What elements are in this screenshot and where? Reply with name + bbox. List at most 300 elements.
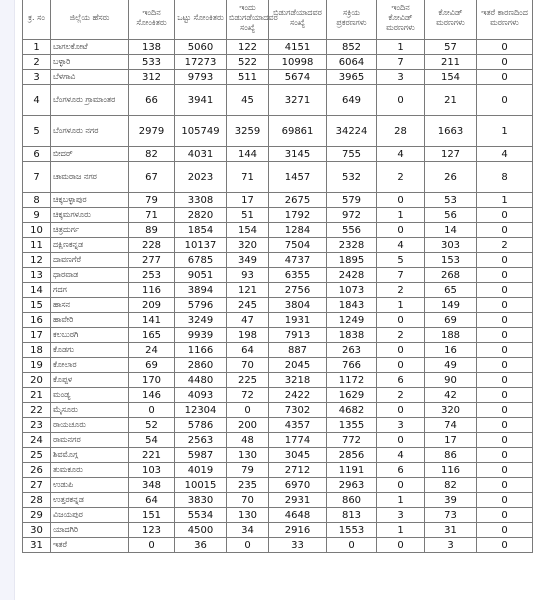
- cell-today-infected: 141: [129, 313, 175, 328]
- cell-active: 1895: [327, 253, 377, 268]
- cell-today-infected: 79: [129, 193, 175, 208]
- cell-today-discharged: 51: [227, 208, 269, 223]
- cell-active: 3965: [327, 70, 377, 85]
- cell-today-deaths: 7: [377, 55, 425, 70]
- cell-today-infected: 123: [129, 523, 175, 538]
- cell-today-discharged: 79: [227, 463, 269, 478]
- cell-total-infected: 4500: [175, 523, 227, 538]
- cell-today-discharged: 70: [227, 358, 269, 373]
- cell-active: 1191: [327, 463, 377, 478]
- cell-total-infected: 9051: [175, 268, 227, 283]
- cell-today-infected: 170: [129, 373, 175, 388]
- cell-total-discharged: 69861: [269, 116, 327, 147]
- cell-today-infected: 277: [129, 253, 175, 268]
- cell-today-infected: 116: [129, 283, 175, 298]
- table-row: [23, 358, 533, 373]
- cell-today-deaths: 0: [377, 538, 425, 553]
- cell-district: ಯಾದಗಿರಿ: [51, 523, 129, 538]
- cell-today-infected: 165: [129, 328, 175, 343]
- cell-today-deaths: 7: [377, 268, 425, 283]
- cell-total-discharged: 3045: [269, 448, 327, 463]
- cell-total-deaths: 211: [425, 55, 477, 70]
- cell-other-deaths: 0: [477, 358, 533, 373]
- cell-today-discharged: 198: [227, 328, 269, 343]
- cell-sl: 7: [23, 162, 51, 193]
- cell-active: 2328: [327, 238, 377, 253]
- cell-total-infected: 10137: [175, 238, 227, 253]
- cell-today-discharged: 121: [227, 283, 269, 298]
- cell-total-deaths: 26: [425, 162, 477, 193]
- cell-today-discharged: 200: [227, 418, 269, 433]
- cell-today-discharged: 3259: [227, 116, 269, 147]
- cell-total-deaths: 73: [425, 508, 477, 523]
- cell-today-infected: 103: [129, 463, 175, 478]
- cell-other-deaths: 2: [477, 238, 533, 253]
- cell-total-infected: 105749: [175, 116, 227, 147]
- cell-sl: 10: [23, 223, 51, 238]
- cell-sl: 6: [23, 147, 51, 162]
- cell-total-deaths: 21: [425, 85, 477, 116]
- cell-district: ಕಲಬುರಗಿ: [51, 328, 129, 343]
- cell-today-deaths: 6: [377, 463, 425, 478]
- table-row: [23, 40, 533, 55]
- cell-other-deaths: 0: [477, 418, 533, 433]
- cell-sl: 22: [23, 403, 51, 418]
- cell-other-deaths: 0: [477, 208, 533, 223]
- header-today-discharged: ಇಂದು ಬಿಡುಗಡೆಯಾದವರ ಸಂಖ್ಯೆ: [227, 0, 269, 40]
- cell-total-discharged: 1284: [269, 223, 327, 238]
- cell-total-infected: 4480: [175, 373, 227, 388]
- cell-district: ಚಾಮರಾಜ ನಗರ: [51, 162, 129, 193]
- cell-total-infected: 3830: [175, 493, 227, 508]
- cell-district: ಬೆಳಗಾವಿ: [51, 70, 129, 85]
- cell-today-deaths: 5: [377, 253, 425, 268]
- table-row: [23, 328, 533, 343]
- cell-other-deaths: 0: [477, 433, 533, 448]
- cell-total-deaths: 116: [425, 463, 477, 478]
- cell-today-infected: 228: [129, 238, 175, 253]
- cell-total-discharged: 7504: [269, 238, 327, 253]
- cell-other-deaths: 0: [477, 283, 533, 298]
- cell-sl: 25: [23, 448, 51, 463]
- cell-today-discharged: 122: [227, 40, 269, 55]
- cell-other-deaths: 0: [477, 343, 533, 358]
- cell-total-deaths: 320: [425, 403, 477, 418]
- cell-district: ರಾಮನಗರ: [51, 433, 129, 448]
- cell-today-deaths: 2: [377, 283, 425, 298]
- cell-today-discharged: 320: [227, 238, 269, 253]
- cell-active: 1553: [327, 523, 377, 538]
- cell-other-deaths: 4: [477, 147, 533, 162]
- cell-today-discharged: 45: [227, 85, 269, 116]
- cell-sl: 30: [23, 523, 51, 538]
- cell-today-deaths: 0: [377, 433, 425, 448]
- cell-today-infected: 0: [129, 403, 175, 418]
- cell-district: ಚಿಕ್ಕಮಗಳೂರು: [51, 208, 129, 223]
- cell-total-infected: 12304: [175, 403, 227, 418]
- viewer-margin: [0, 0, 15, 600]
- cell-today-discharged: 225: [227, 373, 269, 388]
- cell-district: ಚಿಕ್ಕಬಳ್ಳಾಪುರ: [51, 193, 129, 208]
- cell-active: 972: [327, 208, 377, 223]
- cell-sl: 5: [23, 116, 51, 147]
- cell-today-deaths: 0: [377, 343, 425, 358]
- cell-today-discharged: 245: [227, 298, 269, 313]
- cell-total-discharged: 10998: [269, 55, 327, 70]
- table-row: [23, 388, 533, 403]
- cell-sl: 21: [23, 388, 51, 403]
- table-row: [23, 55, 533, 70]
- cell-today-discharged: 34: [227, 523, 269, 538]
- cell-total-infected: 5060: [175, 40, 227, 55]
- cell-active: 860: [327, 493, 377, 508]
- cell-total-infected: 5786: [175, 418, 227, 433]
- cell-sl: 18: [23, 343, 51, 358]
- cell-today-infected: 312: [129, 70, 175, 85]
- table-row: [23, 403, 533, 418]
- cell-active: 649: [327, 85, 377, 116]
- cell-other-deaths: 0: [477, 403, 533, 418]
- cell-active: 263: [327, 343, 377, 358]
- cell-total-discharged: 6970: [269, 478, 327, 493]
- cell-total-deaths: 39: [425, 493, 477, 508]
- cell-active: 2963: [327, 478, 377, 493]
- cell-other-deaths: 0: [477, 493, 533, 508]
- cell-sl: 23: [23, 418, 51, 433]
- cell-total-discharged: 6355: [269, 268, 327, 283]
- cell-today-deaths: 0: [377, 403, 425, 418]
- cell-active: 766: [327, 358, 377, 373]
- cell-total-discharged: 2675: [269, 193, 327, 208]
- cell-other-deaths: 0: [477, 448, 533, 463]
- table-row: [23, 85, 533, 116]
- cell-total-discharged: 1792: [269, 208, 327, 223]
- cell-other-deaths: 0: [477, 388, 533, 403]
- cell-total-infected: 9939: [175, 328, 227, 343]
- cell-total-discharged: 4151: [269, 40, 327, 55]
- cell-today-deaths: 2: [377, 162, 425, 193]
- cell-today-infected: 71: [129, 208, 175, 223]
- cell-other-deaths: 1: [477, 193, 533, 208]
- cell-today-discharged: 144: [227, 147, 269, 162]
- cell-district: ಕೊಡಗು: [51, 343, 129, 358]
- cell-total-infected: 5987: [175, 448, 227, 463]
- cell-sl: 20: [23, 373, 51, 388]
- header-other-deaths: ಇತರೆ ಕಾರಣದಿಂದ ಮರಣಗಳು: [477, 0, 533, 40]
- cell-other-deaths: 0: [477, 523, 533, 538]
- cell-today-deaths: 0: [377, 223, 425, 238]
- cell-today-discharged: 64: [227, 343, 269, 358]
- cell-total-deaths: 56: [425, 208, 477, 223]
- cell-other-deaths: 0: [477, 313, 533, 328]
- cell-active: 755: [327, 147, 377, 162]
- cell-total-deaths: 17: [425, 433, 477, 448]
- table-row: [23, 268, 533, 283]
- cell-district: ಚಿತ್ರದುರ್ಗ: [51, 223, 129, 238]
- cell-total-discharged: 2916: [269, 523, 327, 538]
- cell-active: 1249: [327, 313, 377, 328]
- header-total-infected: ಒಟ್ಟು ಸೋಂಕಿತರು: [175, 0, 227, 40]
- cell-district: ರಾಯಚೂರು: [51, 418, 129, 433]
- cell-district: ಕೊಪ್ಪಳ: [51, 373, 129, 388]
- cell-today-infected: 66: [129, 85, 175, 116]
- table-row: [23, 523, 533, 538]
- cell-other-deaths: 0: [477, 85, 533, 116]
- cell-total-discharged: 3804: [269, 298, 327, 313]
- cell-total-deaths: 153: [425, 253, 477, 268]
- cell-other-deaths: 0: [477, 40, 533, 55]
- cell-today-discharged: 71: [227, 162, 269, 193]
- cell-total-discharged: 1774: [269, 433, 327, 448]
- cell-active: 532: [327, 162, 377, 193]
- cell-total-infected: 2563: [175, 433, 227, 448]
- cell-today-infected: 0: [129, 538, 175, 553]
- cell-today-infected: 151: [129, 508, 175, 523]
- cell-total-infected: 3894: [175, 283, 227, 298]
- cell-today-infected: 89: [129, 223, 175, 238]
- table-row: [23, 223, 533, 238]
- cell-total-infected: 6785: [175, 253, 227, 268]
- table-row: [23, 418, 533, 433]
- cell-today-deaths: 3: [377, 70, 425, 85]
- cell-total-infected: 4093: [175, 388, 227, 403]
- cell-today-deaths: 0: [377, 313, 425, 328]
- cell-total-infected: 3308: [175, 193, 227, 208]
- cell-sl: 31: [23, 538, 51, 553]
- cell-today-deaths: 1: [377, 493, 425, 508]
- cell-active: 2856: [327, 448, 377, 463]
- cell-district: ಗದಗ: [51, 283, 129, 298]
- cell-sl: 16: [23, 313, 51, 328]
- cell-total-deaths: 49: [425, 358, 477, 373]
- cell-sl: 17: [23, 328, 51, 343]
- cell-other-deaths: 8: [477, 162, 533, 193]
- cell-total-deaths: 154: [425, 70, 477, 85]
- header-district: ಜಿಲ್ಲೆಯ ಹೆಸರು: [51, 0, 129, 40]
- cell-active: 6064: [327, 55, 377, 70]
- cell-total-deaths: 53: [425, 193, 477, 208]
- cell-active: 1172: [327, 373, 377, 388]
- cell-today-discharged: 72: [227, 388, 269, 403]
- cell-total-infected: 2023: [175, 162, 227, 193]
- cell-sl: 11: [23, 238, 51, 253]
- cell-today-discharged: 235: [227, 478, 269, 493]
- cell-district: ಉಡುಪಿ: [51, 478, 129, 493]
- cell-today-discharged: 93: [227, 268, 269, 283]
- table-row: [23, 193, 533, 208]
- cell-today-discharged: 0: [227, 538, 269, 553]
- header-sl: ಕ್ರ. ಸಂ: [23, 0, 51, 40]
- cell-sl: 14: [23, 283, 51, 298]
- cell-today-discharged: 511: [227, 70, 269, 85]
- cell-today-infected: 253: [129, 268, 175, 283]
- cell-today-infected: 54: [129, 433, 175, 448]
- cell-total-deaths: 90: [425, 373, 477, 388]
- table-row: [23, 448, 533, 463]
- cell-today-discharged: 349: [227, 253, 269, 268]
- cell-other-deaths: 0: [477, 328, 533, 343]
- cell-active: 0: [327, 538, 377, 553]
- cell-active: 1838: [327, 328, 377, 343]
- cell-other-deaths: 1: [477, 116, 533, 147]
- cell-active: 1629: [327, 388, 377, 403]
- cell-total-discharged: 1457: [269, 162, 327, 193]
- cell-today-discharged: 130: [227, 508, 269, 523]
- cell-total-deaths: 42: [425, 388, 477, 403]
- cell-today-discharged: 17: [227, 193, 269, 208]
- cell-total-deaths: 14: [425, 223, 477, 238]
- table-row: [23, 238, 533, 253]
- cell-today-infected: 146: [129, 388, 175, 403]
- cell-total-discharged: 2045: [269, 358, 327, 373]
- table-row: [23, 298, 533, 313]
- cell-total-discharged: 2931: [269, 493, 327, 508]
- cell-total-infected: 4031: [175, 147, 227, 162]
- header-today-deaths: ಇಂದಿನ ಕೋವಿಡ್ ಮರಣಗಳು: [377, 0, 425, 40]
- cell-total-infected: 3941: [175, 85, 227, 116]
- cell-total-deaths: 149: [425, 298, 477, 313]
- table-row: [23, 493, 533, 508]
- cell-total-discharged: 5674: [269, 70, 327, 85]
- cell-sl: 8: [23, 193, 51, 208]
- cell-today-discharged: 154: [227, 223, 269, 238]
- cell-total-deaths: 31: [425, 523, 477, 538]
- cell-total-deaths: 16: [425, 343, 477, 358]
- cell-other-deaths: 0: [477, 55, 533, 70]
- cell-total-discharged: 2712: [269, 463, 327, 478]
- cell-total-deaths: 188: [425, 328, 477, 343]
- cell-active: 852: [327, 40, 377, 55]
- table-row: [23, 508, 533, 523]
- cell-district: ಹಾವೇರಿ: [51, 313, 129, 328]
- district-covid-table: [22, 0, 533, 553]
- cell-sl: 15: [23, 298, 51, 313]
- cell-other-deaths: 0: [477, 253, 533, 268]
- cell-total-discharged: 1931: [269, 313, 327, 328]
- cell-total-deaths: 57: [425, 40, 477, 55]
- cell-today-infected: 221: [129, 448, 175, 463]
- cell-district: ಬಳ್ಳಾರಿ: [51, 55, 129, 70]
- cell-total-discharged: 4737: [269, 253, 327, 268]
- table-row: [23, 463, 533, 478]
- cell-total-infected: 9793: [175, 70, 227, 85]
- cell-total-infected: 2820: [175, 208, 227, 223]
- cell-other-deaths: 0: [477, 538, 533, 553]
- cell-total-deaths: 1663: [425, 116, 477, 147]
- cell-today-deaths: 1: [377, 523, 425, 538]
- header-total-deaths: ಕೋವಿಡ್ ಮರಣಗಳು: [425, 0, 477, 40]
- cell-district: ಬೀದರ್: [51, 147, 129, 162]
- cell-today-deaths: 0: [377, 478, 425, 493]
- cell-today-deaths: 0: [377, 85, 425, 116]
- cell-total-discharged: 7302: [269, 403, 327, 418]
- cell-today-infected: 138: [129, 40, 175, 55]
- cell-today-infected: 69: [129, 358, 175, 373]
- cell-total-infected: 2860: [175, 358, 227, 373]
- cell-today-infected: 209: [129, 298, 175, 313]
- cell-total-infected: 4019: [175, 463, 227, 478]
- cell-district: ಇತರೆ: [51, 538, 129, 553]
- cell-sl: 29: [23, 508, 51, 523]
- cell-other-deaths: 0: [477, 508, 533, 523]
- cell-total-deaths: 65: [425, 283, 477, 298]
- cell-total-deaths: 268: [425, 268, 477, 283]
- table-row: [23, 313, 533, 328]
- cell-district: ದಾವಣಗೆರೆ: [51, 253, 129, 268]
- cell-active: 813: [327, 508, 377, 523]
- cell-today-infected: 64: [129, 493, 175, 508]
- cell-total-discharged: 33: [269, 538, 327, 553]
- header-total-discharged: ಬಿಡುಗಡೆಯಾದವರ ಸಂಖ್ಯೆ: [269, 0, 327, 40]
- cell-today-deaths: 3: [377, 418, 425, 433]
- table-row: [23, 253, 533, 268]
- cell-today-infected: 24: [129, 343, 175, 358]
- cell-district: ಮೈಸೂರು: [51, 403, 129, 418]
- cell-today-deaths: 6: [377, 373, 425, 388]
- cell-today-deaths: 1: [377, 298, 425, 313]
- cell-total-discharged: 2756: [269, 283, 327, 298]
- cell-total-infected: 36: [175, 538, 227, 553]
- cell-today-discharged: 0: [227, 403, 269, 418]
- cell-district: ದಕ್ಷಿಣಕನ್ನಡ: [51, 238, 129, 253]
- cell-total-discharged: 4357: [269, 418, 327, 433]
- cell-total-deaths: 3: [425, 538, 477, 553]
- table-row: [23, 283, 533, 298]
- cell-other-deaths: 0: [477, 70, 533, 85]
- cell-today-infected: 2979: [129, 116, 175, 147]
- cell-sl: 27: [23, 478, 51, 493]
- cell-today-infected: 52: [129, 418, 175, 433]
- cell-total-infected: 17273: [175, 55, 227, 70]
- cell-today-deaths: 2: [377, 388, 425, 403]
- cell-active: 1843: [327, 298, 377, 313]
- cell-active: 4682: [327, 403, 377, 418]
- table-row: [23, 373, 533, 388]
- cell-today-deaths: 28: [377, 116, 425, 147]
- table-row: [23, 162, 533, 193]
- cell-total-deaths: 82: [425, 478, 477, 493]
- cell-total-deaths: 86: [425, 448, 477, 463]
- table-row: [23, 538, 533, 553]
- cell-today-deaths: 4: [377, 448, 425, 463]
- cell-total-discharged: 7913: [269, 328, 327, 343]
- table-row: [23, 116, 533, 147]
- cell-today-discharged: 48: [227, 433, 269, 448]
- cell-today-discharged: 47: [227, 313, 269, 328]
- cell-today-discharged: 70: [227, 493, 269, 508]
- table-row: [23, 70, 533, 85]
- cell-active: 772: [327, 433, 377, 448]
- cell-today-deaths: 1: [377, 208, 425, 223]
- cell-today-infected: 82: [129, 147, 175, 162]
- cell-other-deaths: 0: [477, 298, 533, 313]
- cell-district: ಹಾಸನ: [51, 298, 129, 313]
- cell-today-deaths: 3: [377, 508, 425, 523]
- cell-sl: 24: [23, 433, 51, 448]
- cell-district: ಧಾರವಾಡ: [51, 268, 129, 283]
- cell-district: ಬೆಂಗಳೂರು ನಗರ: [51, 116, 129, 147]
- cell-total-discharged: 2422: [269, 388, 327, 403]
- table-header: [23, 0, 533, 40]
- cell-active: 34224: [327, 116, 377, 147]
- cell-active: 1355: [327, 418, 377, 433]
- cell-other-deaths: 0: [477, 223, 533, 238]
- cell-sl: 28: [23, 493, 51, 508]
- cell-sl: 1: [23, 40, 51, 55]
- cell-today-infected: 67: [129, 162, 175, 193]
- cell-total-deaths: 74: [425, 418, 477, 433]
- cell-other-deaths: 0: [477, 478, 533, 493]
